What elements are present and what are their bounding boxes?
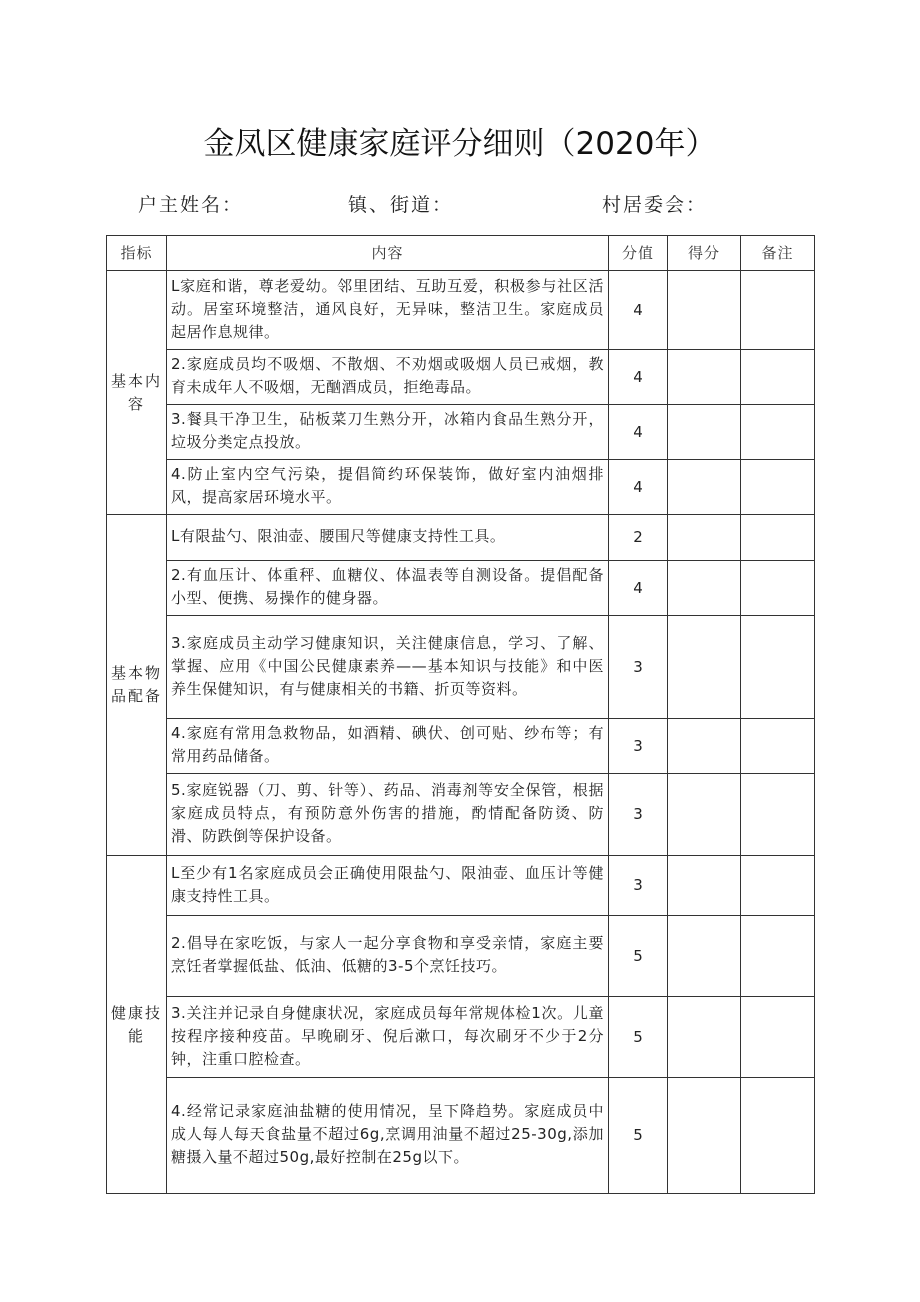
item-content: 3.餐具干净卫生，砧板菜刀生熟分开，冰箱内食品生熟分开，垃圾分类定点投放。 bbox=[167, 405, 609, 460]
item-content: 3.家庭成员主动学习健康知识，关注健康信息，学习、了解、掌握、应用《中国公民健康素养——基本知识与技能》和中医养生保健知识，有与健康相关的书籍、折页等资料。 bbox=[167, 616, 609, 719]
item-score: 4 bbox=[609, 350, 668, 405]
item-content: 2.家庭成员均不吸烟、不散烟、不劝烟或吸烟人员已戒烟，教育未成年人不吸烟，无酗酒成员，拒绝毒品。 bbox=[167, 350, 609, 405]
table-row bbox=[107, 719, 815, 774]
remark-cell[interactable] bbox=[741, 719, 815, 774]
item-content: 2.倡导在家吃饭，与家人一起分享食物和享受亲情，家庭主要烹饪者掌握低盐、低油、低糖的3-5个烹饪技巧。 bbox=[167, 916, 609, 997]
header-remark: 备注 bbox=[741, 236, 815, 271]
table-row bbox=[107, 616, 815, 719]
table-header-row bbox=[107, 236, 815, 271]
item-score: 3 bbox=[609, 616, 668, 719]
item-score: 4 bbox=[609, 405, 668, 460]
earned-cell[interactable] bbox=[668, 460, 741, 515]
item-content: 4.经常记录家庭油盐糖的使用情况，呈下降趋势。家庭成员中成人每人每天食盐量不超过6g,烹调用油量不超过25-30g,添加糖摄入量不超过50g,最好控制在25g以下。 bbox=[167, 1078, 609, 1194]
earned-cell[interactable] bbox=[668, 561, 741, 616]
table-row bbox=[107, 271, 815, 350]
table-row bbox=[107, 1078, 815, 1194]
table-row bbox=[107, 515, 815, 561]
table-row bbox=[107, 561, 815, 616]
table-row bbox=[107, 405, 815, 460]
remark-cell[interactable] bbox=[741, 1078, 815, 1194]
table-row bbox=[107, 460, 815, 515]
item-score: 3 bbox=[609, 719, 668, 774]
remark-cell[interactable] bbox=[741, 774, 815, 856]
header-score: 分值 bbox=[609, 236, 668, 271]
table-row bbox=[107, 856, 815, 916]
remark-cell[interactable] bbox=[741, 350, 815, 405]
item-score: 2 bbox=[609, 515, 668, 561]
earned-cell[interactable] bbox=[668, 515, 741, 561]
earned-cell[interactable] bbox=[668, 1078, 741, 1194]
header-earned: 得分 bbox=[668, 236, 741, 271]
item-content: L有限盐勺、限油壶、腰围尺等健康支持性工具。 bbox=[167, 515, 609, 561]
remark-cell[interactable] bbox=[741, 997, 815, 1078]
village-committee-label: 村居委会： bbox=[602, 194, 708, 216]
item-content: 2.有血压计、体重秤、血糖仪、体温表等自测设备。提倡配备小型、便携、易操作的健身器。 bbox=[167, 561, 609, 616]
item-score: 4 bbox=[609, 561, 668, 616]
page-title: 金凤区健康家庭评分细则（2020年） bbox=[203, 126, 717, 162]
remark-cell[interactable] bbox=[741, 271, 815, 350]
item-score: 5 bbox=[609, 1078, 668, 1194]
town-street-label: 镇、街道： bbox=[348, 194, 454, 216]
item-content: 4.防止室内空气污染，提倡简约环保装饰，做好室内油烟排风，提高家居环境水平。 bbox=[167, 460, 609, 515]
item-content: 3.关注并记录自身健康状况，家庭成员每年常规体检1次。儿童按程序接种疫苗。早晚刷牙、倪后漱口，每次刷牙不少于2分钟，注重口腔检查。 bbox=[167, 997, 609, 1078]
remark-cell[interactable] bbox=[741, 616, 815, 719]
item-content: 4.家庭有常用急救物品，如酒精、碘伏、创可贴、纱布等；有常用药品储备。 bbox=[167, 719, 609, 774]
category-health-skills: 健康技能 bbox=[107, 856, 167, 1194]
earned-cell[interactable] bbox=[668, 856, 741, 916]
table-row bbox=[107, 350, 815, 405]
item-score: 3 bbox=[609, 856, 668, 916]
table-row bbox=[107, 997, 815, 1078]
earned-cell[interactable] bbox=[668, 774, 741, 856]
score-table bbox=[106, 235, 815, 1194]
remark-cell[interactable] bbox=[741, 856, 815, 916]
earned-cell[interactable] bbox=[668, 616, 741, 719]
item-content: 5.家庭锐器（刀、剪、针等）、药品、消毒剂等安全保管，根据家庭成员特点，有预防意外伤害的措施，酌情配备防烫、防滑、防跌倒等保护设备。 bbox=[167, 774, 609, 856]
category-basic-equipment: 基本物品配备 bbox=[107, 515, 167, 856]
remark-cell[interactable] bbox=[741, 561, 815, 616]
header-indicator: 指标 bbox=[107, 236, 167, 271]
item-score: 3 bbox=[609, 774, 668, 856]
earned-cell[interactable] bbox=[668, 719, 741, 774]
earned-cell[interactable] bbox=[668, 405, 741, 460]
table-row bbox=[107, 916, 815, 997]
earned-cell[interactable] bbox=[668, 916, 741, 997]
item-score: 5 bbox=[609, 916, 668, 997]
item-content: L至少有1名家庭成员会正确使用限盐勺、限油壶、血压计等健康支持性工具。 bbox=[167, 856, 609, 916]
remark-cell[interactable] bbox=[741, 515, 815, 561]
remark-cell[interactable] bbox=[741, 405, 815, 460]
earned-cell[interactable] bbox=[668, 350, 741, 405]
item-score: 4 bbox=[609, 271, 668, 350]
remark-cell[interactable] bbox=[741, 460, 815, 515]
category-basic-content: 基本内容 bbox=[107, 271, 167, 515]
table-row bbox=[107, 774, 815, 856]
item-score: 5 bbox=[609, 997, 668, 1078]
owner-name-label: 户主姓名： bbox=[138, 194, 244, 216]
remark-cell[interactable] bbox=[741, 916, 815, 997]
earned-cell[interactable] bbox=[668, 997, 741, 1078]
header-content: 内容 bbox=[167, 236, 609, 271]
item-score: 4 bbox=[609, 460, 668, 515]
item-content: L家庭和谐，尊老爱幼。邻里团结、互助互爱，积极参与社区活动。居室环境整洁，通风良好，无异味，整洁卫生。家庭成员起居作息规律。 bbox=[167, 271, 609, 350]
earned-cell[interactable] bbox=[668, 271, 741, 350]
